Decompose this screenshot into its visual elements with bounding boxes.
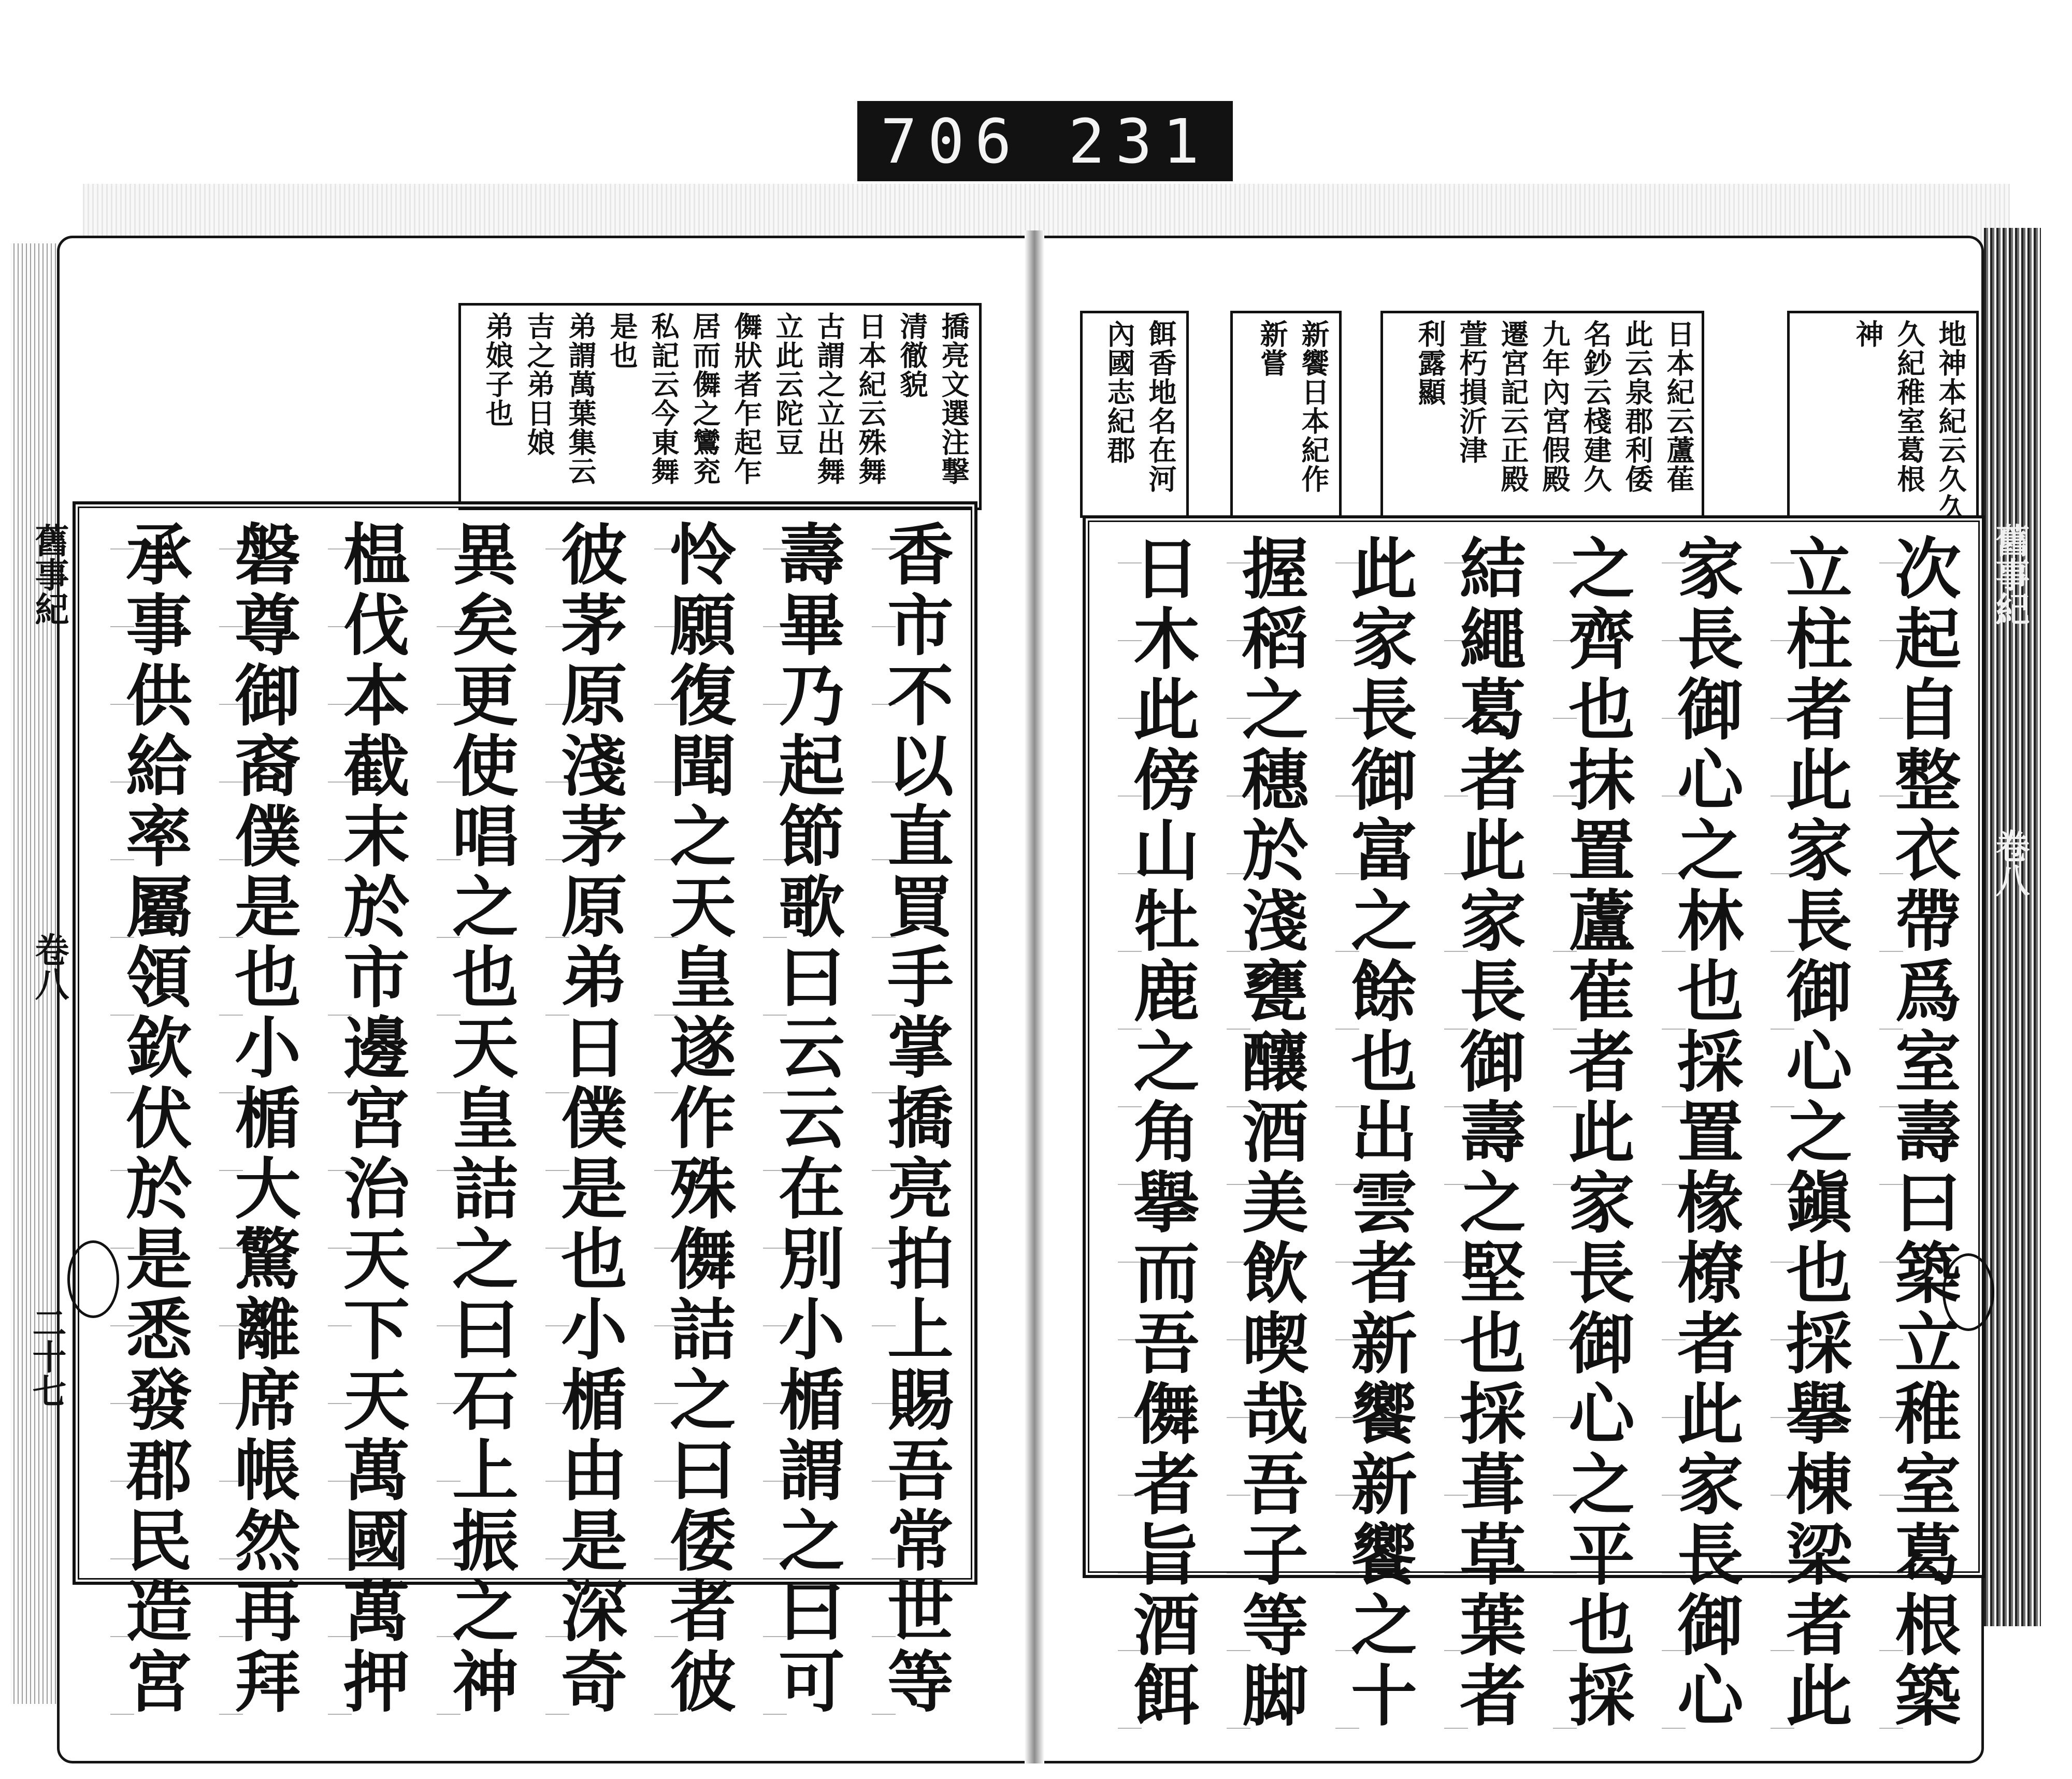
headnote-line: 名鈔云棧建久 [1579,320,1613,494]
text-column: 磐尊御裔僕是也小楯大驚離席帳然再拜 [223,520,301,1717]
left-binding-hole [67,1240,119,1318]
headnote-line: 此云泉郡利倭 [1621,320,1654,494]
text-column: 壽畢乃起節歌曰云云在別小楯謂之曰可 [767,520,845,1717]
text-column: 香市不以直買手掌撟亮拍上賜吾常世等 [876,520,954,1717]
headnote-line: 私記云今東舞 [647,312,680,486]
headnote-line: 弟娘子也 [481,312,514,428]
left-text-frame [73,501,977,1717]
book-gutter [1025,230,1044,1763]
headnote-line: 新嘗 [1256,320,1289,378]
text-column: 之齊也抹置蘆萑者此家長御心之平也採 [1557,534,1635,1731]
text-column: 立柱者此家長御心之鎭也採擧棟梁者此 [1775,534,1852,1731]
text-column: 怜願復聞之天皇遂作殊儛詰之曰倭者彼 [658,520,736,1717]
catalog-number-right: 231 [1068,105,1210,177]
headnote-line: 吉之弟日娘 [523,312,556,457]
headnote-line: 立此云陀豆 [771,312,804,457]
text-column: 次起自整衣帶爲室壽曰築立稚室葛根築 [1883,534,1961,1731]
headnote-line: 居而儛之鸞兖 [688,312,722,486]
headnote-line: 萱朽損沂津 [1455,320,1488,465]
right-headnote-box [1380,311,1704,518]
left-margin-title: 舊事紀 [29,523,69,626]
catalog-label [857,101,1233,181]
headnote-line: 地神本紀云久久 [1934,320,1967,523]
right-headnote-box [1230,311,1342,518]
catalog-number-left: 706 [880,105,1022,177]
right-headnote-box [1080,311,1189,518]
text-column: 結繩葛者此家長御壽之堅也採葺草葉者 [1448,534,1526,1731]
right-headnote-box [1787,311,1979,523]
right-margin-volume: 卷八 [1990,829,2030,897]
text-column: 彼茅原淺茅原弟日僕是也小楯由是深奇 [550,520,627,1717]
text-column: 此家長御富之餘也出雲者新饗新饗之十 [1340,534,1417,1731]
text-column: 日木此傍山牡鹿之角擧而吾儛者旨酒餌 [1122,534,1200,1731]
fore-edge-right [1984,228,2041,1626]
headnote-line: 古謂之立出舞 [813,312,846,486]
text-column: 承事供給率屬領欽伏於是悉發郡民造宮 [114,520,192,1717]
right-binding-hole [1942,1253,1994,1331]
headnote-line: 撟亮文選注撃 [937,312,970,486]
right-margin-title: 舊事紀 [1990,523,2030,626]
headnote-line: 日本紀云殊舞 [854,312,887,486]
headnote-line: 遷宮記云正殿 [1497,320,1530,494]
headnote-line: 日本紀云蘆萑 [1662,320,1695,494]
headnote-line: 久紀稚室葛根 [1893,320,1926,494]
text-column: 異矣更使唱之也天皇詰之曰石上振之神 [441,520,519,1717]
headnote-line: 餌香地名在河 [1144,320,1177,494]
headnote-line: 新饗日本紀作 [1297,320,1330,494]
headnote-line: 神 [1851,320,1884,349]
text-column: 握稻之穗於淺甕釀酒美飲喫哉吾子等脚 [1231,534,1308,1731]
headnote-line: 弟謂萬葉集云 [564,312,597,486]
left-margin-volume: 卷八 [29,932,69,1001]
text-column: 家長御心之林也採置椽橑者此家長御心 [1666,534,1744,1731]
left-headnote-box [458,303,982,510]
headnote-line: 內國志紀郡 [1103,320,1136,465]
text-column: 榅伐本截末於市邊宮治天下天萬國萬押 [332,520,410,1717]
headnote-line: 利露顯 [1414,320,1447,407]
left-folio-number: 二十七 [26,1305,67,1408]
right-text-frame [1083,515,1985,1731]
headnote-line: 九年內宮假殿 [1538,320,1571,494]
headnote-line: 是也 [606,312,639,370]
headnote-line: 儛狀者乍起乍 [730,312,763,486]
headnote-line: 清徹貌 [896,312,929,399]
